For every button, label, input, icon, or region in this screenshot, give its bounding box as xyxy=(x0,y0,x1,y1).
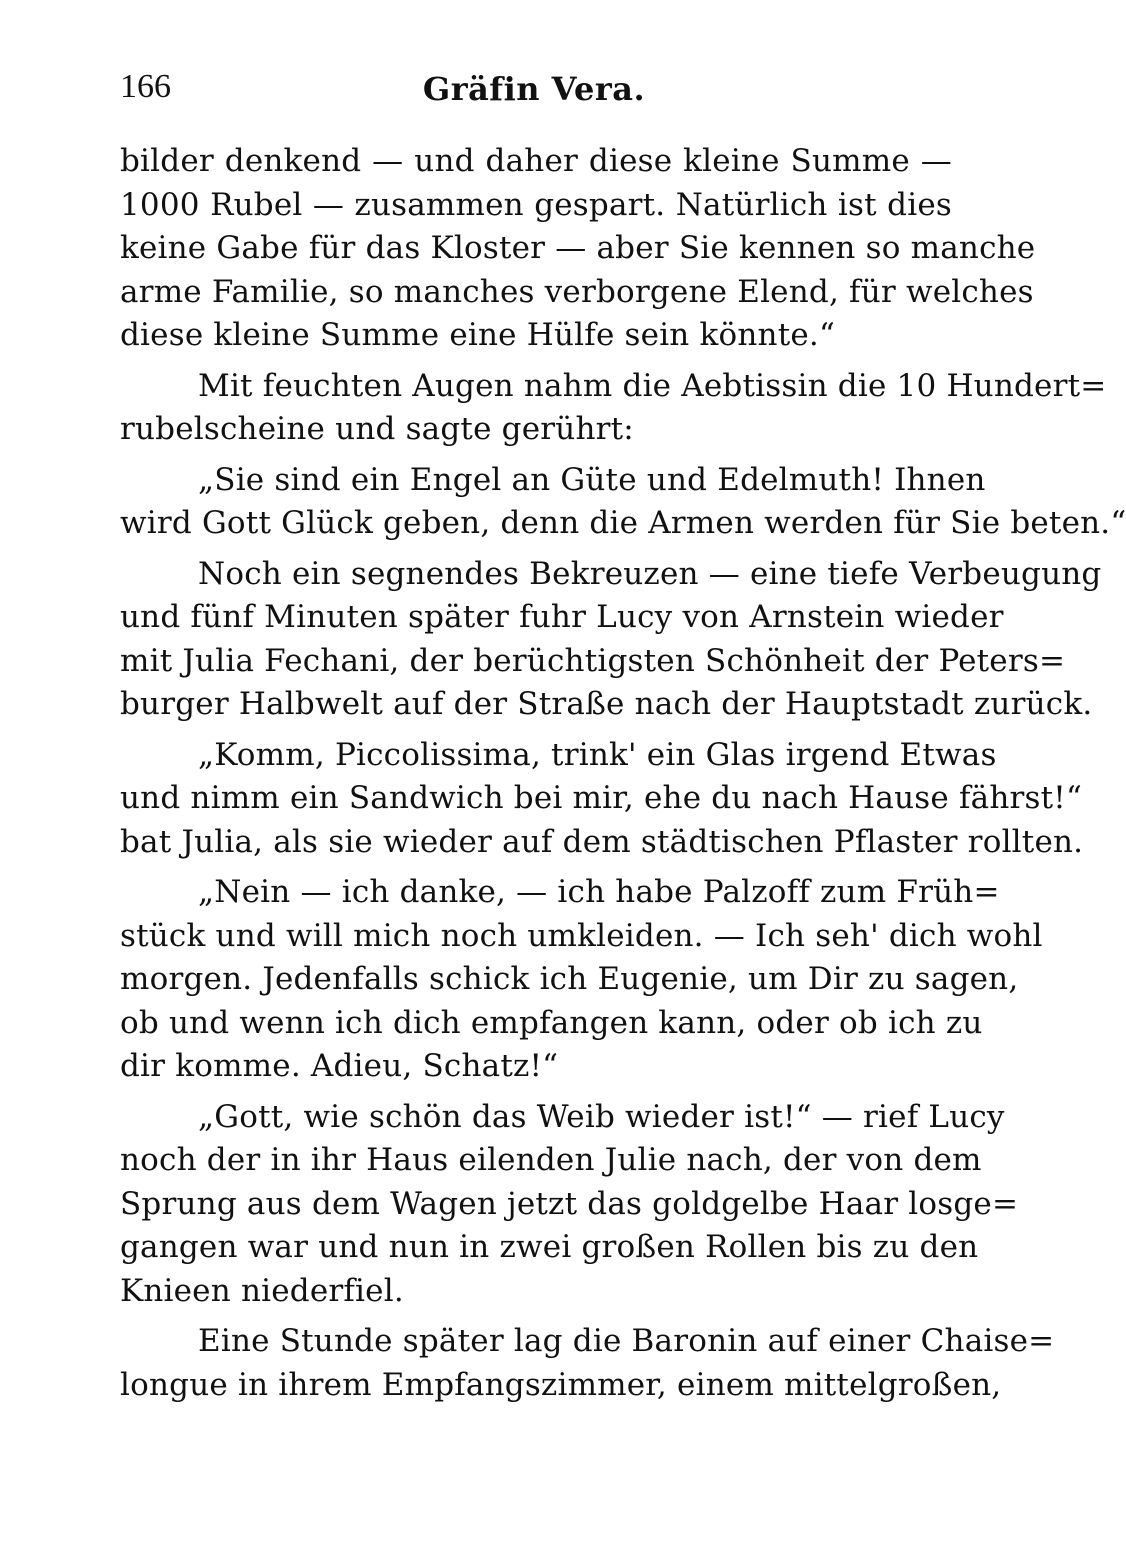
text-line: gangen war und nun in zwei großen Rollen bis zu den xyxy=(120,1229,979,1265)
text-line: morgen. Jedenfalls schick ich Eugenie, um Dir zu sagen, xyxy=(120,961,1019,997)
paragraph xyxy=(120,365,1107,452)
text-line: ob und wenn ich dich empfangen kann, oder ob ich zu xyxy=(120,1004,983,1041)
paragraph xyxy=(120,553,1102,727)
text-line: burger Halbwelt auf der Straße nach der Hauptstadt zurück. xyxy=(120,686,1093,722)
text-line: longue in ihrem Empfangszimmer, einem mittelgroßen, xyxy=(120,1366,1002,1403)
page-number: 166 xyxy=(120,68,171,105)
text-line: Noch ein segnendes Bekreuzen — eine tiefe Verbeugung xyxy=(198,555,1102,592)
paragraph xyxy=(120,1096,1019,1314)
running-title: Gräfin Vera. xyxy=(422,70,646,108)
text-line: Mit feuchten Augen nahm die Aebtissin die 10 Hundert= xyxy=(198,367,1107,404)
text-line: und nimm ein Sandwich bei mir, ehe du nach Hause fährst!“ xyxy=(120,780,1082,816)
text-line: noch der in ihr Haus eilenden Julie nach, der von dem xyxy=(120,1142,982,1178)
text-line: stück und will mich noch umkleiden. — Ich seh' dich wohl xyxy=(120,917,1043,954)
paragraph xyxy=(120,459,1126,546)
text-line: „Gott, wie schön das Weib wieder ist!“ — rief Lucy xyxy=(198,1098,1005,1135)
text-line: Sprung aus dem Wagen jetzt das goldgelbe Haar losge= xyxy=(120,1185,1019,1222)
text-line: „Sie sind ein Engel an Güte und Edelmuth! Ihnen xyxy=(198,461,986,498)
paragraph xyxy=(120,871,1043,1089)
text-line: und fünf Minuten später fuhr Lucy von Arnstein wieder xyxy=(120,599,1004,635)
text-line: bat Julia, als sie wieder auf dem städtischen Pflaster rollten. xyxy=(120,823,1084,860)
body-text xyxy=(120,140,1126,1414)
text-line: diese kleine Summe eine Hülfe sein könnte.“ xyxy=(120,317,836,353)
text-line: bilder denkend — und daher diese kleine Summe — xyxy=(120,143,952,179)
text-line: Eine Stunde später lag die Baronin auf einer Chaise= xyxy=(198,1323,1055,1359)
text-line: dir komme. Adieu, Schatz!“ xyxy=(120,1048,559,1084)
text-line: mit Julia Fechani, der berüchtigsten Schönheit der Peters= xyxy=(120,642,1066,679)
text-line: keine Gabe für das Kloster — aber Sie kennen so manche xyxy=(120,230,1036,266)
page-header xyxy=(118,64,950,114)
text-line: „Komm, Piccolissima, trink' ein Glas irgend Etwas xyxy=(198,736,997,773)
paragraph xyxy=(120,140,1036,358)
text-line: Knieen niederfiel. xyxy=(120,1272,404,1309)
paragraph xyxy=(120,734,1084,865)
paragraph xyxy=(120,1320,1055,1407)
text-line: 1000 Rubel — zusammen gespart. Natürlich ist dies xyxy=(120,186,952,223)
text-line: arme Familie, so manches verborgene Elend, für welches xyxy=(120,273,1034,310)
text-line: wird Gott Glück geben, denn die Armen werden für Sie beten.“ xyxy=(120,505,1126,541)
text-line: rubelscheine und sagte gerührt: xyxy=(120,411,634,447)
text-line: „Nein — ich danke, — ich habe Palzoff zum Früh= xyxy=(198,874,1000,910)
